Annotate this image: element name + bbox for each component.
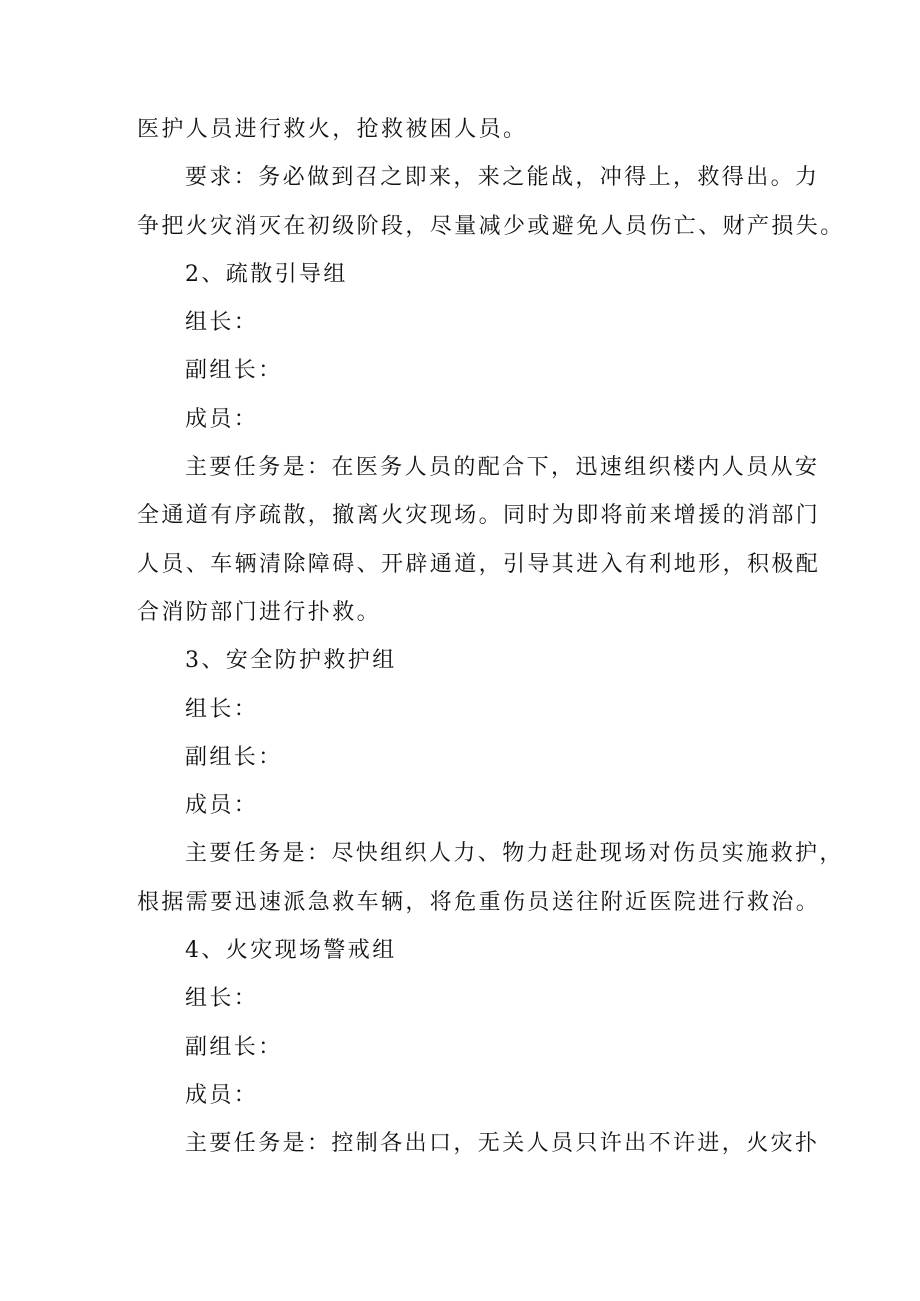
paragraph-line: 人员、车辆清除障碍、开辟通道，引导其进入有利地形，积极配 — [137, 551, 821, 577]
field-members: 成员： — [185, 1082, 259, 1108]
paragraph-line: 根据需要迅速派急救车辆，将危重伤员送往附近医院进行救治。 — [137, 889, 821, 915]
document-page — [137, 106, 845, 1169]
field-members: 成员： — [185, 793, 259, 819]
paragraph-line: 医护人员进行救火，抢救被困人员。 — [137, 117, 528, 142]
field-members: 成员： — [185, 406, 259, 432]
paragraph-line: 争把火灾消灭在初级阶段，尽量减少或避免人员伤亡、财产损失。 — [137, 213, 845, 239]
requirement-paragraph-start: 要求：务必做到召之即来，来之能战，冲得上，救得出。力 — [185, 165, 820, 191]
paragraph-line: 全通道有序疏散，撤离火灾现场。同时为即将前来增援的消部门 — [137, 503, 821, 529]
section-heading-evacuation: 2、疏散引导组 — [185, 261, 348, 287]
field-leader: 组长： — [185, 986, 259, 1012]
field-leader: 组长： — [185, 310, 259, 336]
field-deputy-leader: 副组长： — [185, 1034, 283, 1060]
task-paragraph-start: 主要任务是：在医务人员的配合下，迅速组织楼内人员从安 — [185, 455, 820, 481]
field-deputy-leader: 副组长： — [185, 744, 283, 770]
task-paragraph-start: 主要任务是：控制各出口，无关人员只许出不许进，火灾扑 — [185, 1131, 820, 1157]
field-deputy-leader: 副组长： — [185, 358, 283, 384]
paragraph-line: 合消防部门进行扑救。 — [137, 599, 382, 625]
section-heading-safety-rescue: 3、安全防护救护组 — [185, 648, 397, 674]
field-leader: 组长： — [185, 696, 259, 722]
task-paragraph-start: 主要任务是：尽快组织人力、物力赶赴现场对伤员实施救护， — [185, 841, 844, 867]
section-heading-fire-cordon: 4、火灾现场警戒组 — [185, 938, 397, 964]
